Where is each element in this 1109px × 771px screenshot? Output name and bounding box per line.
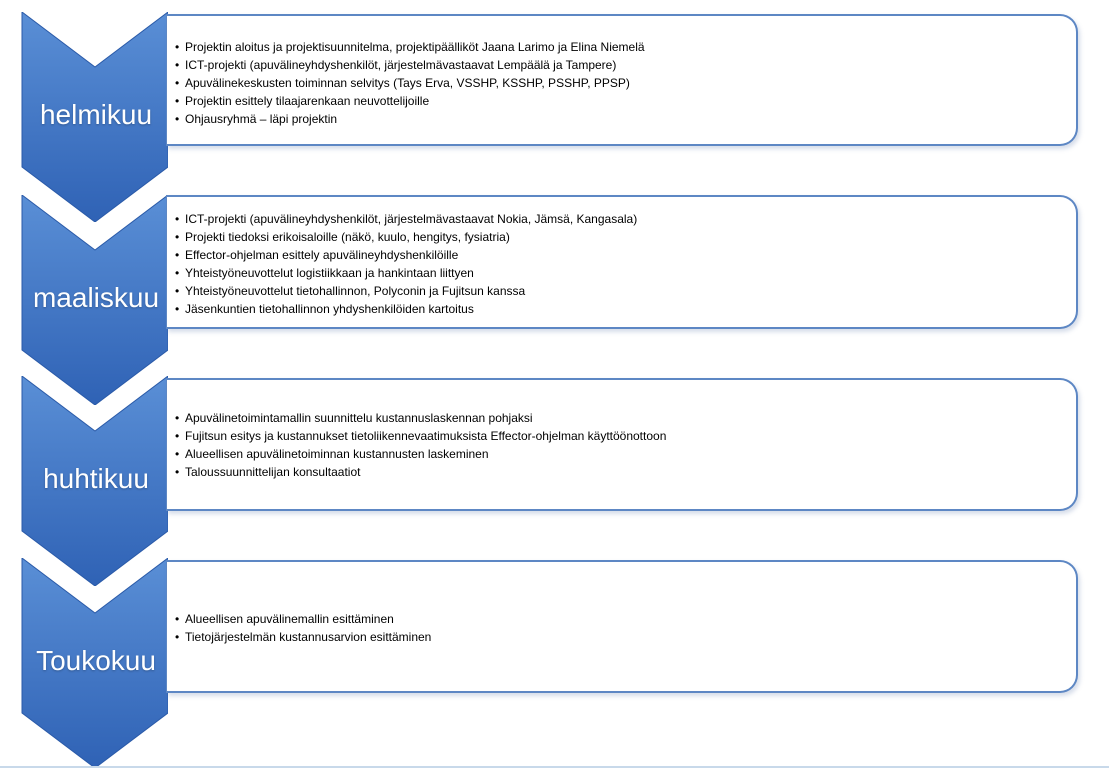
bottom-divider [0,766,1109,768]
list-item: • Alueellisen apuvälinemallin esittäminen [175,612,394,626]
list-item: • Taloussuunnittelijan konsultaatiot [175,465,361,479]
stage-chevron-helmikuu [0,12,168,222]
list-item: • Fujitsun esitys ja kustannukset tietoliikennevaatimuksista Effector-ohjelman käyttöönottoon [175,429,667,443]
list-item: • Yhteistyöneuvottelut tietohallinnon, Polyconin ja Fujitsun kanssa [175,284,526,298]
task-list [175,610,431,646]
list-item: • Jäsenkuntien tietohallinnon yhdyshenkilöiden kartoitus [175,302,474,316]
stage-panel-helmikuu [166,14,1078,146]
list-item: • Alueellisen apuvälinetoiminnan kustannusten laskeminen [175,447,489,461]
list-item: • Yhteistyöneuvottelut logistiikkaan ja hankintaan liittyen [175,266,474,280]
list-item: • Tietojärjestelmän kustannusarvion esittäminen [175,630,432,644]
task-list [175,210,637,318]
task-list [175,409,666,481]
month-label: Toukokuu [36,645,156,676]
task-list [175,38,645,128]
list-item: • Apuvälinetoimintamallin suunnittelu kustannuslaskennan pohjaksi [175,411,533,425]
list-item: • Effector-ohjelman esittely apuvälineyhdyshenkilöille [175,248,459,262]
list-item: • ICT-projekti (apuvälineyhdyshenkilöt, järjestelmävastaavat Nokia, Jämsä, Kangasala) [175,212,638,226]
list-item: • Apuvälinekeskusten toiminnan selvitys (Tays Erva, VSSHP, KSSHP, PSSHP, PPSP) [175,76,630,90]
list-item: • Projekti tiedoksi erikoisaloille (näkö, kuulo, hengitys, fysiatria) [175,230,510,244]
list-item: • ICT-projekti (apuvälineyhdyshenkilöt, järjestelmävastaavat Lempäälä ja Tampere) [175,58,617,72]
stage-chevron-maaliskuu [0,195,168,405]
list-item: • Ohjausryhmä – läpi projektin [175,112,338,126]
stage-chevron-huhtikuu [0,376,168,586]
stage-panel-huhtikuu [166,378,1078,511]
stage-chevron-toukokuu [0,558,168,768]
list-item: • Projektin esittely tilaajarenkaan neuvottelijoille [175,94,430,108]
month-label: helmikuu [39,99,153,130]
month-label: maaliskuu [32,282,160,313]
list-item: • Projektin aloitus ja projektisuunnitelma, projektipäälliköt Jaana Larimo ja Elina Niemelä [175,40,645,54]
stage-panel-toukokuu [166,560,1078,693]
stage-panel-maaliskuu [166,195,1078,329]
month-label: huhtikuu [43,463,149,494]
